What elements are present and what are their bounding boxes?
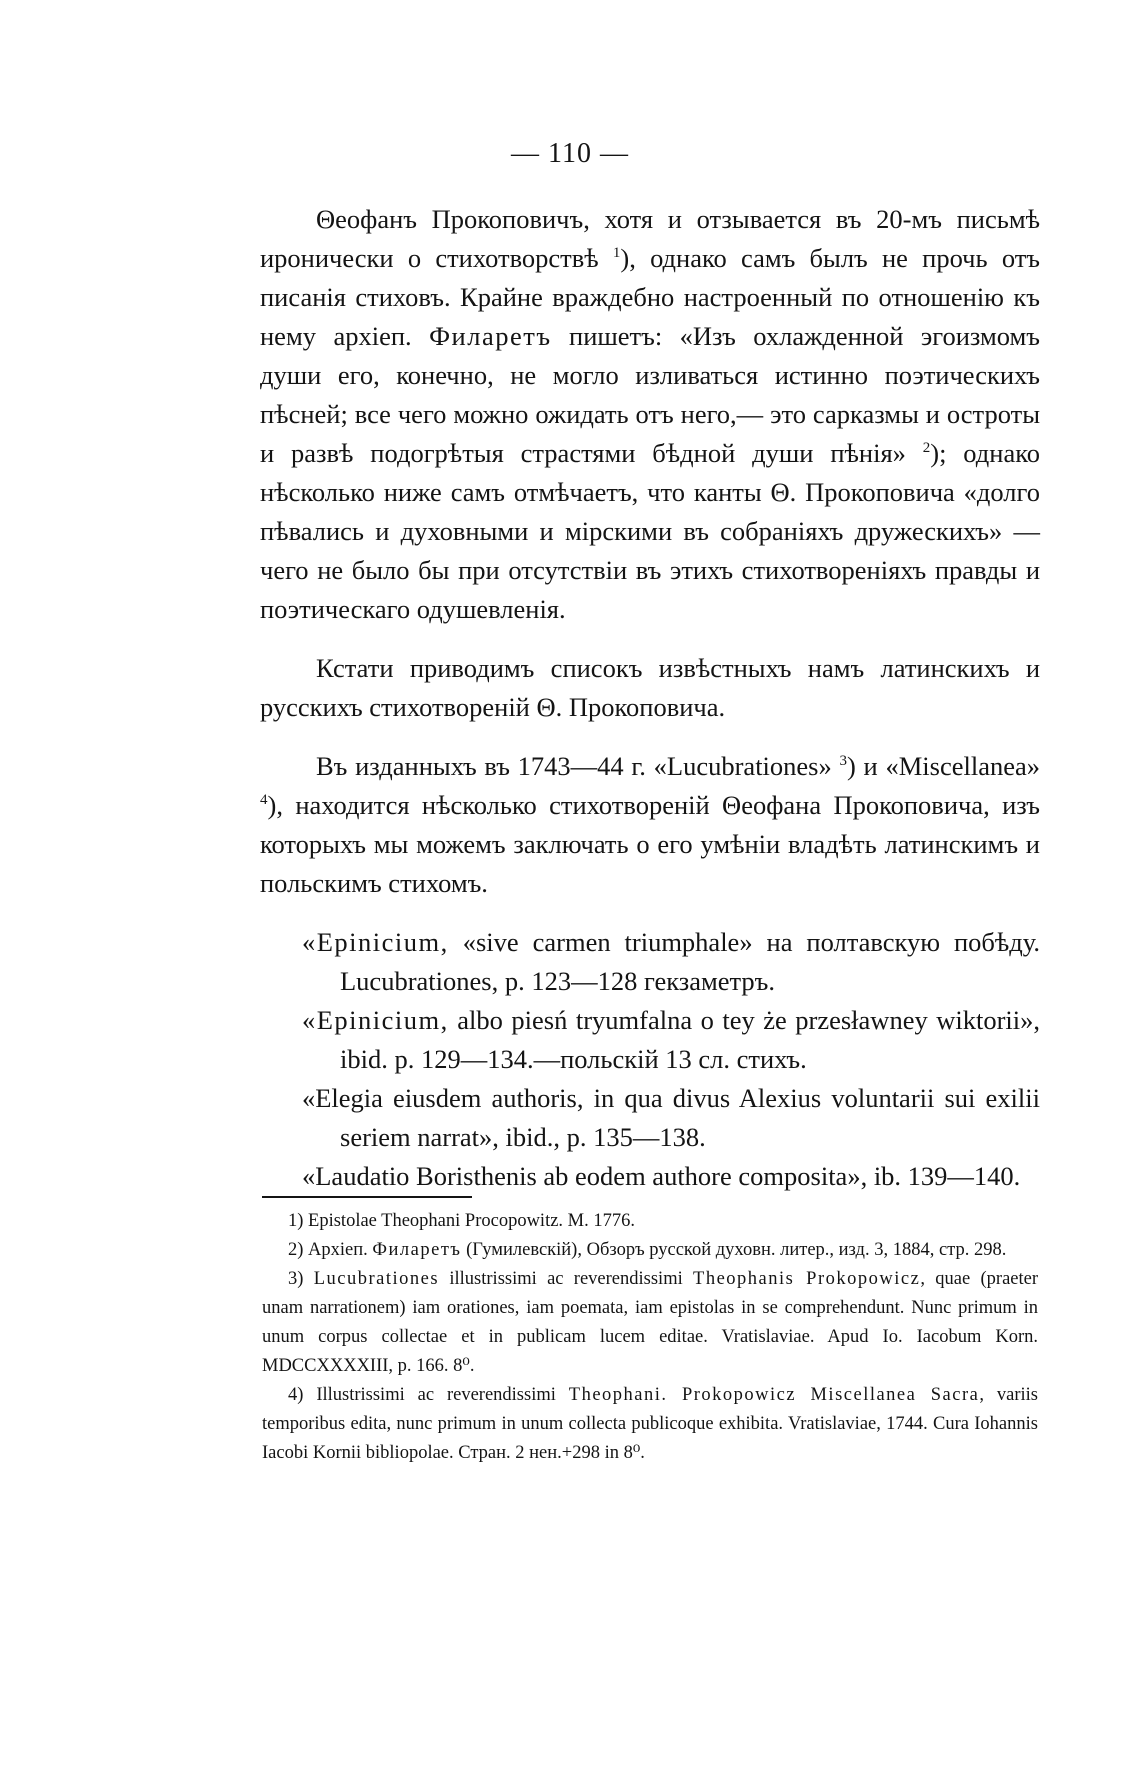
work-title: «Epinicium, xyxy=(302,927,449,957)
work-entry-4 xyxy=(260,1157,1040,1196)
footnote-text: 3) xyxy=(288,1269,314,1289)
page-number: — 110 — xyxy=(511,138,629,169)
footnote-4 xyxy=(262,1381,1038,1468)
footnote-text: 4) Illustrissimi ac reverendissimi xyxy=(288,1385,569,1405)
footnote-3 xyxy=(262,1265,1038,1381)
work-details: «sive carmen triumphale» на полтавскую побѣду. Lucubrationes, p. 123—128 гекзаметръ. xyxy=(340,927,1040,996)
footnote-text: 1) Epistolae Theophani Procopowitz. M. 1776. xyxy=(288,1211,635,1231)
work-entry-1 xyxy=(260,923,1040,1001)
work-details: «Elegia eiusdem authoris, in qua divus Alexius voluntarii sui exilii seriem narrat», ibid., p. 135—138. xyxy=(302,1083,1040,1152)
work-details: «Laudatio Boristhenis ab eodem authore composita», ib. 139—140. xyxy=(302,1161,1021,1191)
author-name: Филаретъ xyxy=(372,1240,462,1260)
paragraph-3 xyxy=(260,747,1040,903)
work-title: «Epinicium, xyxy=(302,1005,449,1035)
footnote-text: illustrissimi ac reverendissimi xyxy=(439,1269,694,1289)
author-name: Theophanis Prokopowicz xyxy=(693,1269,921,1289)
footnote-2 xyxy=(262,1236,1038,1265)
main-text xyxy=(260,200,1040,1196)
footnote-ref-1[interactable]: 1 xyxy=(612,245,621,262)
author-name: Филаретъ xyxy=(429,321,552,351)
work-details: albo piesń tryumfalna o tey że przesławney wiktorii», ibid. p. 129—134.—польскій 13 сл. стихъ. xyxy=(340,1005,1040,1074)
text-run: Въ изданныхъ въ 1743—44 г. «Lucubrationes» xyxy=(316,751,840,781)
footnote-1 xyxy=(262,1207,1038,1236)
footnote-ref-4[interactable]: 4 xyxy=(260,792,268,809)
text-run: ); однако нѣсколько ниже самъ отмѣчаетъ, что канты Θ. Прокоповича «долго пѣвались и духовными и мірскими въ собраніяхъ дружескихъ» — чего не было бы при отсутствіи въ этихъ стихотвореніяхъ правды и поэтическаго одушевленія. xyxy=(260,438,1040,624)
footnote-ref-2[interactable]: 2 xyxy=(922,440,931,457)
footnote-divider xyxy=(262,1196,472,1198)
footnote-text: 2) Архіеп. xyxy=(288,1240,373,1260)
footnote-ref-3[interactable]: 3 xyxy=(839,753,847,770)
text-run: Θеофанъ Прокоповичъ, хотя и отзывается въ 20-мъ письмѣ иронически о стихотворствѣ xyxy=(260,204,1040,273)
paragraph-2: Кстати приводимъ списокъ извѣстныхъ намъ латинскихъ и русскихъ стихотвореній Θ. Прокоповича. xyxy=(260,653,1040,722)
book-title: Lucubrationes xyxy=(313,1269,440,1289)
text-run: пишетъ: «Изъ охлажденной эгоизмомъ души его, конечно, не могло изливаться истинно поэтическихъ пѣсней; все чего можно ожидать отъ него,— это сарказмы и остроты и развѣ подогрѣтыя страстями бѣдной души пѣнія» xyxy=(260,321,1041,468)
work-entry-3 xyxy=(260,1079,1040,1157)
footnote-text: , quae (praeter unam narrationem) iam orationes, iam poemata, iam epistolas in se comprehendunt. Nunc primum in unum corpus collectae et in publicam lucem editae. Vratislaviae. Apud Io. Iacobum Korn. MDCCXXXXIII, p. 166. 8⁰. xyxy=(262,1269,1038,1376)
work-entry-2 xyxy=(260,1001,1040,1079)
footnotes xyxy=(262,1207,1038,1468)
footnote-text: (Гумилевскій), Обзоръ русской духовн. литер., изд. 3, 1884, стр. 298. xyxy=(461,1240,1007,1260)
text-run: ), находится нѣсколько стихотвореній Θеофана Прокоповича, изъ которыхъ мы можемъ заключать о его умѣніи владѣть латинскимъ и польскимъ стихомъ. xyxy=(260,790,1040,898)
paragraph-1 xyxy=(260,200,1040,629)
text-run: ) и «Miscellanea» xyxy=(846,751,1040,781)
footnote-text: , variis temporibus edita, nunc primum in unum collecta publicoque exhibita. Vratislaviae, 1744. Cura Iohannis Iacobi Kornii bibliopolae. Стран. 2 нен.+298 in 8⁰. xyxy=(262,1385,1038,1463)
book-title: Theophani. Prokopowicz Miscellanea Sacra xyxy=(568,1385,980,1405)
text-run: ), однако самъ былъ не прочь отъ писанія стиховъ. Крайне враждебно настроенный по отношенію къ нему архіеп. xyxy=(260,243,1040,351)
